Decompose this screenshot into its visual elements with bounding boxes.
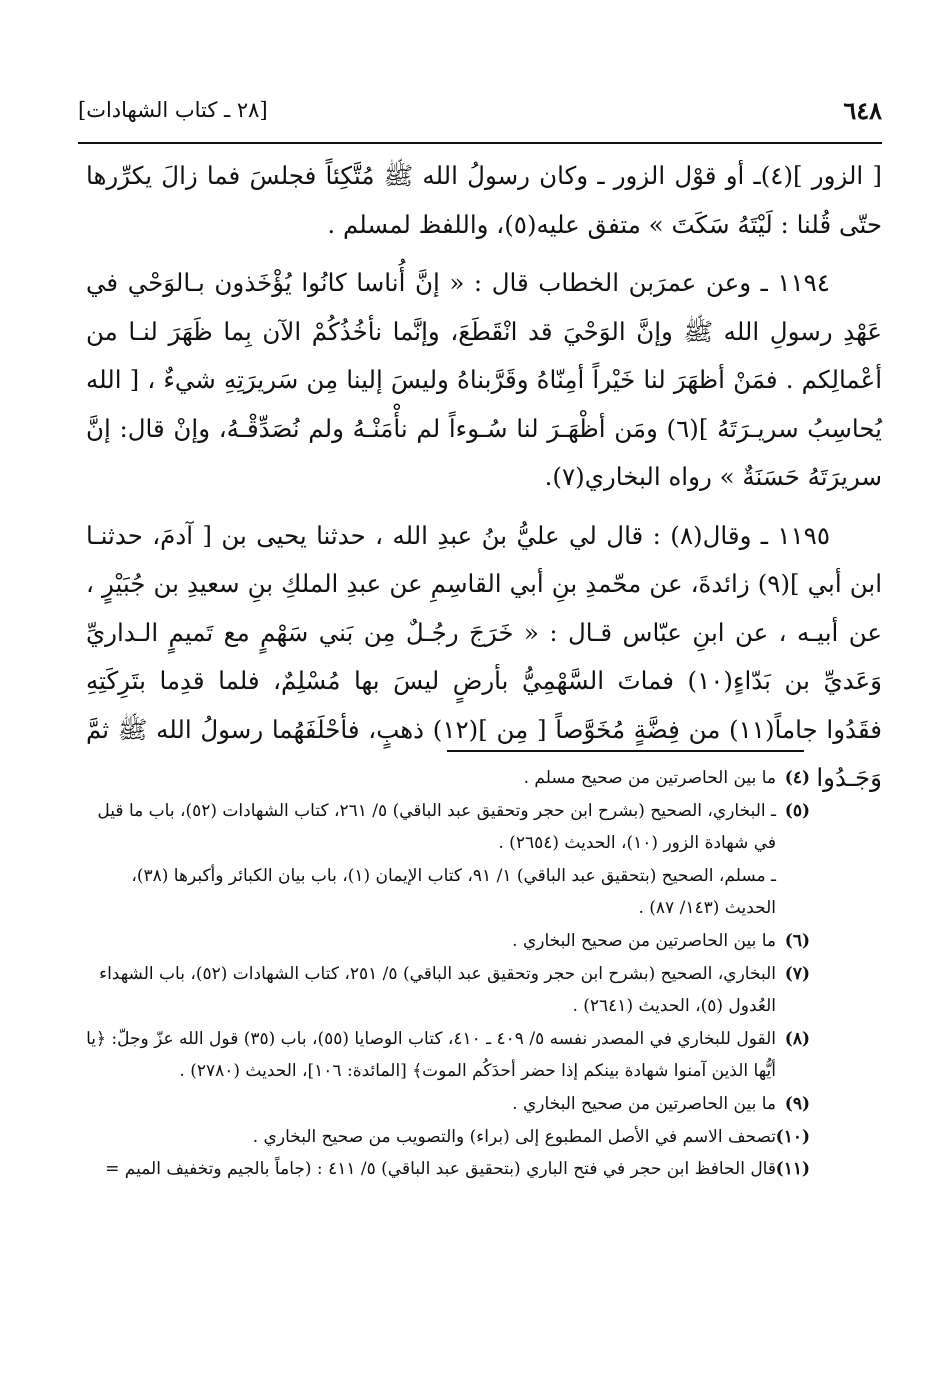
footnote-5-continued (84, 860, 810, 925)
footnote-6 (84, 925, 810, 958)
footnote-text: ما بين الحاصرتين من صحيح البخاري . (512, 1093, 776, 1114)
footnote-number: (٥) (784, 800, 810, 821)
footnote-text: ما بين الحاصرتين من صحيح البخاري . (512, 930, 776, 951)
footnote-8 (84, 1023, 810, 1088)
footnote-text: تصحف الاسم في الأصل المطبوع إلى (براء) والتصويب من صحيح البخاري . (252, 1126, 776, 1147)
footnote-number: (٨) (784, 1028, 810, 1049)
footnote-number: (١١) (775, 1159, 810, 1180)
footnote-number: (٩) (784, 1093, 810, 1114)
footnote-7 (84, 958, 810, 1023)
footnote-number: (٧) (784, 963, 810, 984)
footnotes (84, 762, 810, 1186)
footnote-10 (84, 1121, 810, 1154)
footnote-4 (84, 762, 810, 795)
header-divider (78, 142, 882, 144)
footnote-text: ـ مسلم، الصحيح (بتحقيق عبد الباقي) ١/ ٩١، كتاب الإيمان (١)، باب بيان الكبائر وأكبرها (٣٨)، الحديث (١٤٣/ ٨٧) . (131, 865, 776, 919)
footnote-text: القول للبخاري في المصدر نفسه ٥/ ٤٠٩ ـ ٤١٠، كتاب الوصايا (٥٥)، باب (٣٥) قول الله عزّ وجلّ: ﴿يا أيُّها الذين آمنوا شهادة بينكم إذا حضر أحدَكُم الموت﴾ [المائدة: ١٠٦]، الحديث (٢٧٨٠) . (86, 1028, 776, 1082)
footnote-text: ما بين الحاصرتين من صحيح مسلم . (523, 768, 776, 788)
footnote-divider (447, 750, 804, 752)
page-number: ٦٤٨ (843, 96, 882, 125)
main-text (86, 152, 882, 803)
footnote-number: (١٠) (775, 1126, 810, 1147)
paragraph-continuation: [ الزور ](٤)ـ أو قوْل الزور ـ وكان رسولُ الله ﷺ مُتَّكِئاً فجلسَ فما زالَ يكرِّرها حتّى قُلنا : لَيْتَهُ سَكَتَ » متفق عليه(٥)، واللفظ لمسلم . (86, 161, 882, 239)
footnote-11 (84, 1153, 810, 1186)
footnote-text: ـ البخاري، الصحيح (بشرح ابن حجر وتحقيق عبد الباقي) ٥/ ٢٦١، كتاب الشهادات (٥٢)، باب ما قيل في شهادة الزور (١٠)، الحديث (٢٦٥٤) . (97, 800, 776, 854)
page-header (78, 96, 882, 132)
hadith-1194: ١١٩٤ ـ وعن عمرَبن الخطاب قال : « إنَّ أُناسا كانُوا يُؤْخَذون بـالوَحْي في عَهْدِ رسولِ الله ﷺ وإنَّ الوَحْيَ قد انْقَطَعَ، وإنَّما نأخُذُكُمْ الآن بِما ظَهَرَ لنـا من أعْمالِكم . فمَنْ أظهَرَ لنا خَيْراً أمِنّاهُ وقَرَّبناهُ وليسَ إلينا مِن سَريرَتِهِ شيءٌ ، [ الله يُحاسِبُ سريـرَتَهُ ](٦) ومَن أظْهَـرَ لنا سُـوءاً لم نأْمَنْـهُ ولم نُصَدِّقْـهُ، وإنْ قال: إنَّ سريرَتَهُ حَسَنَةٌ » رواه البخاري(٧). (86, 268, 882, 491)
running-head: [٢٨ ـ كتاب الشهادات] (78, 98, 268, 122)
footnote-5 (84, 795, 810, 860)
footnote-number: (٤) (784, 768, 810, 788)
footnote-text: قال الحافظ ابن حجر في فتح الباري (بتحقيق عبد الباقي) ٥/ ٤١١ : (جاماً بالجيم وتخفيف الميم = (105, 1159, 776, 1180)
footnote-9 (84, 1088, 810, 1121)
footnote-text: البخاري، الصحيح (بشرح ابن حجر وتحقيق عبد الباقي) ٥/ ٢٥١، كتاب الشهادات (٥٢)، باب الشهداء العُدول (٥)، الحديث (٢٦٤١) . (99, 963, 776, 1017)
hadith-1195: ١١٩٥ ـ وقال(٨) : قال لي عليُّ بنُ عبدِ الله ، حدثنا يحيى بن [ آدمَ، حدثنـا ابن أبي ](٩) زائدةَ، عن محّمدِ بنِ أبي القاسِمِ عن عبدِ الملكِ بنِ سعيدِ بن جُبَيْرٍ ، عن أبيـه ، عن ابنِ عبّاس قـال : « خَرَجَ رجُـلٌ مِن بَني سَهْمٍ مع تَميمٍ الـداريِّ وَعَديِّ بن بَدّاءٍ(١٠) فماتَ السَّهْمِيُّ بأرضٍ ليسَ بها مُسْلِمٌ، فلما قدِما بتَرِكَتِهِ فقَدُوا جاماً(١١) من فِضَّةٍ مُخَوَّصاً [ مِن ](١٢) ذهبٍ، فأحْلَفَهُما رسولُ الله ﷺ ثمَّ وَجَـدُوا (86, 520, 883, 792)
footnote-number: (٦) (784, 930, 810, 951)
